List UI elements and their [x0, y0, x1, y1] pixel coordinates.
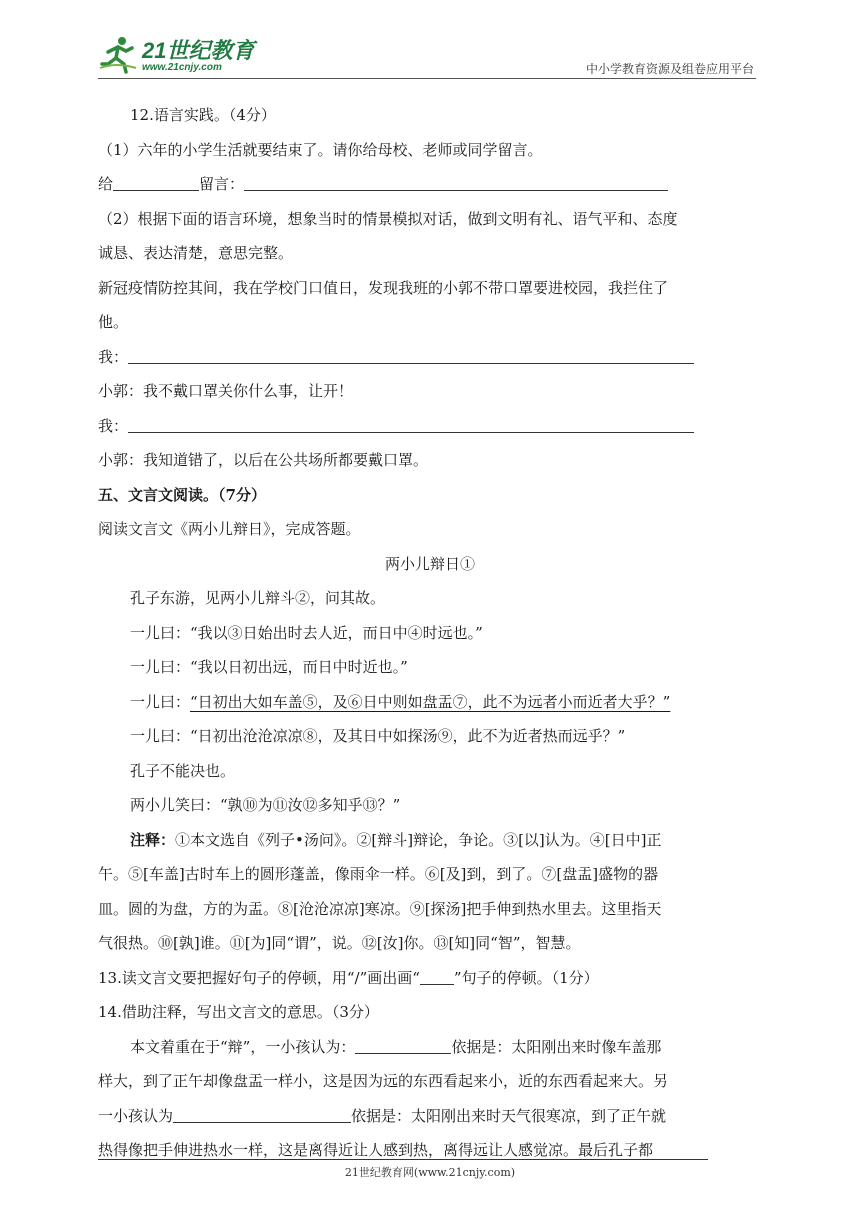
- page-header: [98, 30, 756, 79]
- message-blank[interactable]: [244, 172, 668, 191]
- notes-label: 注释：: [130, 830, 176, 849]
- me-label: 我：: [98, 347, 129, 366]
- dialogue-me-2: [98, 409, 762, 444]
- context-line1: 新冠疫情防控其间，我在学校门口值日，发现我班的小郭不带口罩要进校园，我拦住了: [98, 278, 669, 297]
- dialogue-guo-1: 小郭：我不戴口罩关你什么事，让开！: [98, 382, 354, 400]
- q14-line2: 样大，到了正午却像盘盂一样小，这是因为远的东西看起来小，近的东西看起来大。另: [98, 1072, 669, 1090]
- underlined-sentence: “日初出大如车盖⑤，及⑥日中则如盘盂⑦，此不为远者小而近者大乎？”: [190, 692, 671, 711]
- passage-line: 一儿曰：“我以日初出远，而日中时近也。”: [130, 658, 408, 676]
- passage-line: 孔子不能决也。: [130, 761, 236, 780]
- q14-title: 14.借助注释，写出文言文的意思。（3分）: [98, 1003, 379, 1021]
- q14-answer-blank-1[interactable]: [355, 1035, 451, 1054]
- section5-title: 五、文言文阅读。（7分）: [98, 485, 266, 504]
- q14-line4: 热得像把手伸进热水一样，这是离得近让人感到热，离得远让人感觉凉。最后孔子都: [98, 1141, 654, 1159]
- logo-url: www.21cnjy.com: [142, 62, 222, 73]
- notes-line1: [98, 823, 762, 858]
- q14-b-prefix: 一小孩认为: [98, 1106, 174, 1125]
- message-label: 留言：: [199, 175, 245, 193]
- passage-line: 两小儿笑曰：“孰⑩为⑪汝⑫多知乎⑬？”: [130, 796, 401, 814]
- q12-part2-line1: （2）根据下面的语言环境，想象当时的情景模拟对话，做到文明有礼、语气平和、态度: [98, 209, 678, 228]
- speaker-label: 一儿曰：: [130, 692, 191, 711]
- q13-blank: [420, 966, 454, 985]
- dialogue-guo-2: 小郭：我知道错了，以后在公共场所都要戴口罩。: [98, 451, 429, 469]
- give-label: 给: [98, 175, 114, 193]
- context-line2: 他。: [98, 313, 129, 331]
- q12-part2-line2: 诚恳、表达清楚，意思完整。: [98, 244, 294, 262]
- passage-line-underlined: [98, 685, 762, 720]
- notes-line2: 午。⑤[车盖]古时车上的圆形蓬盖，像雨伞一样。⑥[及]到，到了。⑦[盘盂]盛物的器: [98, 865, 659, 883]
- q14-a-suffix: 依据是：太阳刚出来时像车盖那: [451, 1037, 662, 1056]
- notes-text: ①本文选自《列子•汤问》。②[辩斗]辩论，争论。③[以]认为。④[日中]正: [175, 830, 662, 849]
- q13: [98, 961, 762, 996]
- q14-b-suffix: 依据是：太阳刚出来时天气很寒凉，到了正午就: [351, 1106, 667, 1125]
- q13-suffix: ”句子的停顿。（1分）: [453, 968, 599, 987]
- running-figure-icon: [98, 34, 138, 74]
- notes-line4: 气很热。⑩[孰]谁。⑪[为]同“谓”，说。⑫[汝]你。⑬[知]同“智”，智慧。: [98, 934, 581, 952]
- q12-message-row: [98, 167, 762, 202]
- me-answer-blank-1[interactable]: [128, 345, 694, 364]
- q14-line3: [98, 1099, 762, 1134]
- document-body: [98, 98, 762, 1168]
- logo-text: 21世纪教育: [142, 38, 255, 63]
- footer-divider: [98, 1159, 708, 1160]
- passage-title: 两小儿辩日①: [384, 554, 475, 573]
- passage-line: 一儿曰：“日初出沧沧凉凉⑧，及其日中如探汤⑨，此不为近者热而远乎？”: [130, 727, 626, 745]
- page-footer: 21世纪教育网(www.21cnjy.com): [344, 1166, 516, 1179]
- q12-part1: （1）六年的小学生活就要结束了。请你给母校、老师或同学留言。: [98, 140, 543, 159]
- q12-title: 12.语言实践。（4分）: [130, 106, 276, 124]
- me-label: 我：: [98, 416, 129, 435]
- q14-answer-blank-2[interactable]: [173, 1104, 351, 1123]
- q14-a-prefix: 本文着重在于“辩”，一小孩认为：: [130, 1037, 356, 1056]
- site-logo: [98, 32, 268, 76]
- passage-line: 一儿曰：“我以③日始出时去人近，而日中④时远也。”: [130, 623, 483, 642]
- q13-prefix: 13.读文言文要把握好句子的停顿，用“/”画出画“: [98, 968, 420, 987]
- passage-line: 孔子东游，见两小儿辩斗②，问其故。: [130, 589, 386, 607]
- recipient-blank[interactable]: [113, 172, 199, 191]
- dialogue-me-1: [98, 340, 762, 375]
- q14-line1: [98, 1030, 762, 1065]
- me-answer-blank-2[interactable]: [128, 414, 694, 433]
- notes-line3: 皿。圆的为盘，方的为盂。⑧[沧沧凉凉]寒凉。⑨[探汤]把手伸到热水里去。这里指天: [98, 899, 662, 918]
- section5-intro: 阅读文言文《两小儿辩日》，完成答题。: [98, 520, 361, 538]
- platform-name: 中小学教育资源及组卷应用平台: [585, 62, 754, 76]
